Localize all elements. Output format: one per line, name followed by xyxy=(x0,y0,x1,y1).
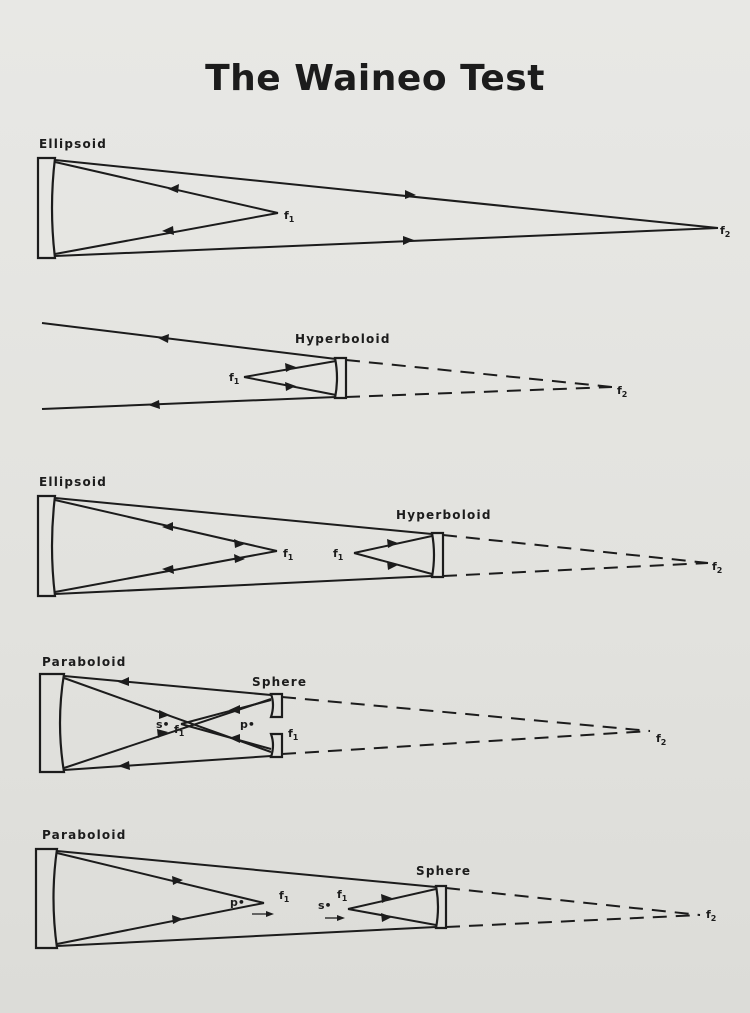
arrowhead xyxy=(381,894,392,903)
label-p: p• xyxy=(240,718,255,731)
arrowhead xyxy=(285,382,296,391)
panel-paraboloid-sphere-2 xyxy=(36,849,700,948)
virtual-ray-upper xyxy=(346,360,612,387)
ray-top xyxy=(64,676,271,695)
arrowhead xyxy=(118,677,129,686)
ray-incoming-upper xyxy=(42,323,336,359)
label-s: s• xyxy=(156,718,170,731)
label-paraboloid: Paraboloid xyxy=(42,655,127,669)
ray-upper xyxy=(55,498,432,534)
label-paraboloid: Paraboloid xyxy=(42,828,127,842)
label-f2: $f_2$ xyxy=(720,224,731,240)
arrowhead xyxy=(229,734,240,743)
ray-to-f2-upper xyxy=(55,160,718,228)
arrowhead xyxy=(168,184,179,193)
sphere-mirror-lower xyxy=(271,734,282,757)
ellipsoid-mirror xyxy=(38,496,55,596)
panel-paraboloid-sphere-1 xyxy=(40,674,650,772)
arrowhead xyxy=(234,554,245,563)
label-s: s• xyxy=(318,899,332,912)
page-title: The Waineo Test xyxy=(205,58,545,99)
label-f1: $f_1$ xyxy=(284,209,295,225)
ray-s-lower xyxy=(181,724,271,749)
paraboloid-mirror xyxy=(40,674,64,772)
arrowhead xyxy=(266,911,274,917)
ray-upper xyxy=(57,851,436,887)
arrowhead xyxy=(285,363,296,372)
sphere-mirror xyxy=(436,886,446,928)
arrowhead xyxy=(118,761,130,770)
label-f2: $f_2$ xyxy=(706,908,717,924)
hyperboloid-mirror xyxy=(432,533,443,577)
label-sphere: Sphere xyxy=(416,864,472,878)
label-f1: $f_1$ xyxy=(229,371,240,387)
ray-lower xyxy=(57,927,436,946)
ray-to-f2-lower xyxy=(55,228,718,256)
arrowhead xyxy=(162,522,173,531)
virtual-ray-upper xyxy=(446,888,700,915)
ray-incoming-lower xyxy=(42,397,336,409)
virtual-ray-upper xyxy=(282,697,650,731)
arrowhead xyxy=(148,400,160,409)
hyperboloid-mirror xyxy=(335,358,346,398)
label-p: p• xyxy=(230,896,245,909)
virtual-ray-upper xyxy=(443,535,708,563)
ray-s-upper xyxy=(181,700,271,724)
arrowhead xyxy=(234,539,245,548)
ray-lower xyxy=(55,576,432,594)
panel-ellipsoid xyxy=(38,158,718,258)
panel-ellipsoid-hyperboloid xyxy=(38,496,708,596)
label-hyperboloid: Hyperboloid xyxy=(396,508,492,522)
label-f1: $f_1$ xyxy=(174,723,185,739)
label-f2: $f_2$ xyxy=(656,732,667,748)
label-f1: $f_1$ xyxy=(288,727,299,743)
label-ellipsoid: Ellipsoid xyxy=(39,137,108,151)
arrowhead xyxy=(158,334,169,343)
arrowhead xyxy=(381,913,392,922)
virtual-ray-lower xyxy=(346,387,612,397)
label-f2: $f_2$ xyxy=(712,560,723,576)
label-f1: $f_1$ xyxy=(279,889,290,905)
virtual-ray-lower xyxy=(282,731,650,754)
label-f1: $f_1$ xyxy=(337,888,348,904)
arrowhead xyxy=(403,236,414,245)
label-f1: $f_1$ xyxy=(283,547,294,563)
label-hyperboloid: Hyperboloid xyxy=(295,332,391,346)
arrowhead xyxy=(387,539,398,548)
arrowhead xyxy=(337,915,345,921)
arrowhead xyxy=(172,915,183,924)
virtual-ray-lower xyxy=(443,563,708,576)
virtual-ray-lower xyxy=(446,915,700,927)
label-f2: $f_2$ xyxy=(617,384,628,400)
sphere-mirror-upper xyxy=(271,694,282,717)
label-f1: $f_1$ xyxy=(333,547,344,563)
ellipsoid-mirror xyxy=(38,158,55,258)
label-ellipsoid: Ellipsoid xyxy=(39,475,108,489)
paraboloid-mirror xyxy=(36,849,57,948)
ray-to-f1-upper xyxy=(55,162,278,213)
label-sphere: Sphere xyxy=(252,675,308,689)
ray-to-f1b-upper xyxy=(348,889,436,909)
